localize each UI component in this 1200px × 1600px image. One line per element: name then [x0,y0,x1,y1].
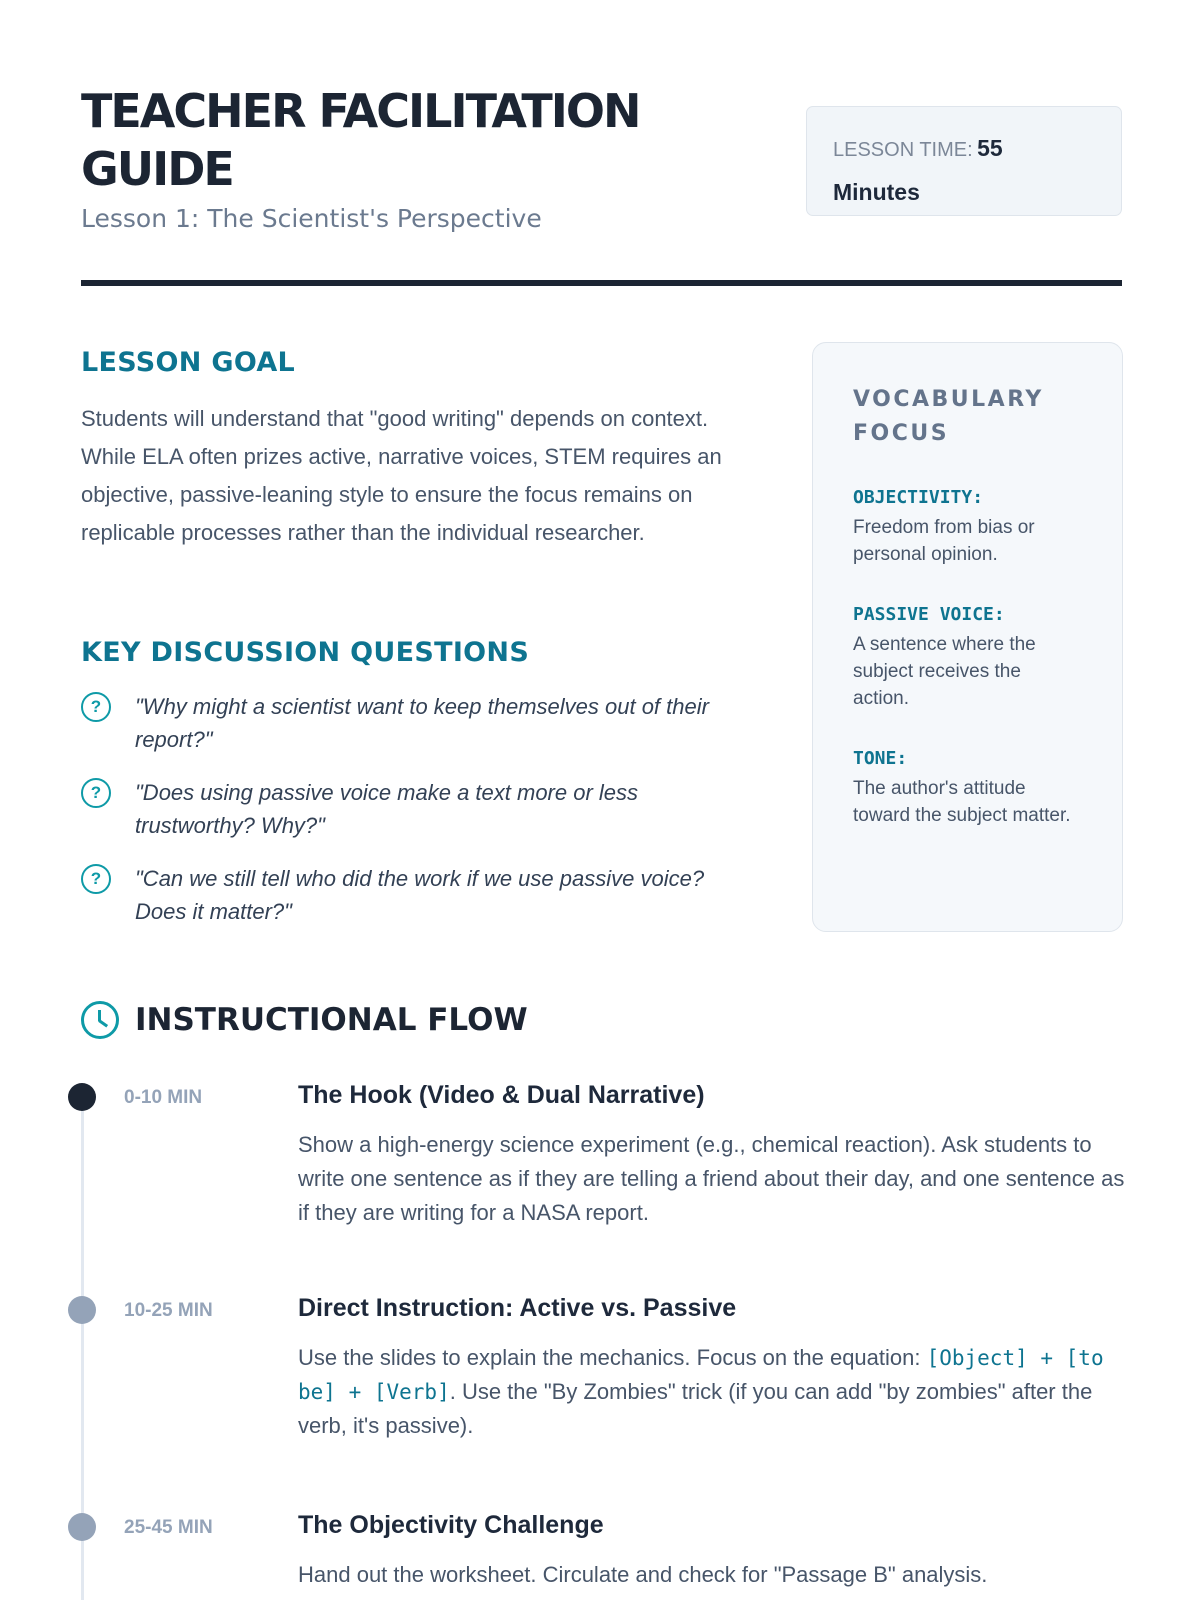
vocabulary-item [853,604,1082,712]
timeline-dot [68,1296,96,1324]
step-title: The Objectivity Challenge [298,1511,604,1539]
lesson-time-number: 55 [977,135,1003,161]
vocabulary-item [853,748,1082,829]
question-circle-icon: ? [81,692,111,722]
list-item [81,862,751,928]
discussion-question-list [81,690,751,948]
header [81,0,1097,287]
lesson-time-unit: Minutes [833,179,920,205]
step-time: 10-25 MIN [124,1300,213,1321]
page-subtitle: Lesson 1: The Scientist's Perspective [81,204,542,233]
question-text: "Why might a scientist want to keep themselves out of their report?" [135,694,709,752]
instructional-flow-heading: INSTRUCTIONAL FLOW [135,1002,528,1038]
page-title: TEACHER FACILITATION GUIDE [81,84,640,196]
timeline-dot [68,1083,96,1111]
lesson-goal-text: Students will understand that "good writing" depends on context. While ELA often prizes active, narrative voices, STEM requires an objective, passive-leaning style to ensure the focus remains on replicable processes rather than the individual researcher. [81,406,722,545]
vocabulary-title: VOCABULARY FOCUS [853,387,1044,446]
lesson-time-box [806,106,1122,216]
lesson-time-label: LESSON TIME: [833,139,973,161]
vocabulary-term: TONE: [853,748,908,769]
clock-icon [81,1001,119,1039]
step-title: Direct Instruction: Active vs. Passive [298,1294,737,1322]
vocabulary-term: OBJECTIVITY: [853,487,984,508]
question-text: "Can we still tell who did the work if we use passive voice? Does it matter?" [135,866,705,924]
question-circle-icon: ? [81,778,111,808]
vocabulary-card [812,342,1123,932]
step-description: Hand out the worksheet. Circulate and check for "Passage B" analysis. [298,1562,988,1587]
instructional-flow-header [81,1001,528,1039]
step-time: 25-45 MIN [124,1517,213,1538]
step-description-text: Use the slides to explain the mechanics. Focus on the equation: [298,1345,927,1370]
vocabulary-definition: The author's attitude toward the subject matter. [853,778,1071,826]
discussion-questions-heading: KEY DISCUSSION QUESTIONS [81,637,530,668]
question-text: "Does using passive voice make a text more or less trustworthy? Why?" [135,780,639,838]
header-divider [81,280,1122,286]
lesson-time-line [833,128,1095,172]
vocabulary-item [853,487,1082,568]
code-snippet: [Object] + [to be] + [Verb] [298,1346,1104,1404]
vocabulary-definition: Freedom from bias or personal opinion. [853,517,1035,565]
step-description: Show a high-energy science experiment (e.g., chemical reaction). Ask students to write one sentence as if they are telling a friend about their day, and one sentence as if they are writing for a NASA report. [298,1132,1125,1225]
vocabulary-term: PASSIVE VOICE: [853,604,1005,625]
vocabulary-definition: A sentence where the subject receives the action. [853,634,1036,709]
step-title: The Hook (Video & Dual Narrative) [298,1081,705,1109]
lesson-goal-heading: LESSON GOAL [81,347,296,378]
list-item [81,690,751,756]
timeline-dot [68,1513,96,1541]
list-item [81,776,751,842]
step-time: 0-10 MIN [124,1087,203,1108]
step-description-text: . Use the "By Zombies" trick (if you can add "by zombies" after the verb, it's passive). [298,1379,1093,1438]
question-circle-icon: ? [81,864,111,894]
step-description [298,1341,1128,1443]
